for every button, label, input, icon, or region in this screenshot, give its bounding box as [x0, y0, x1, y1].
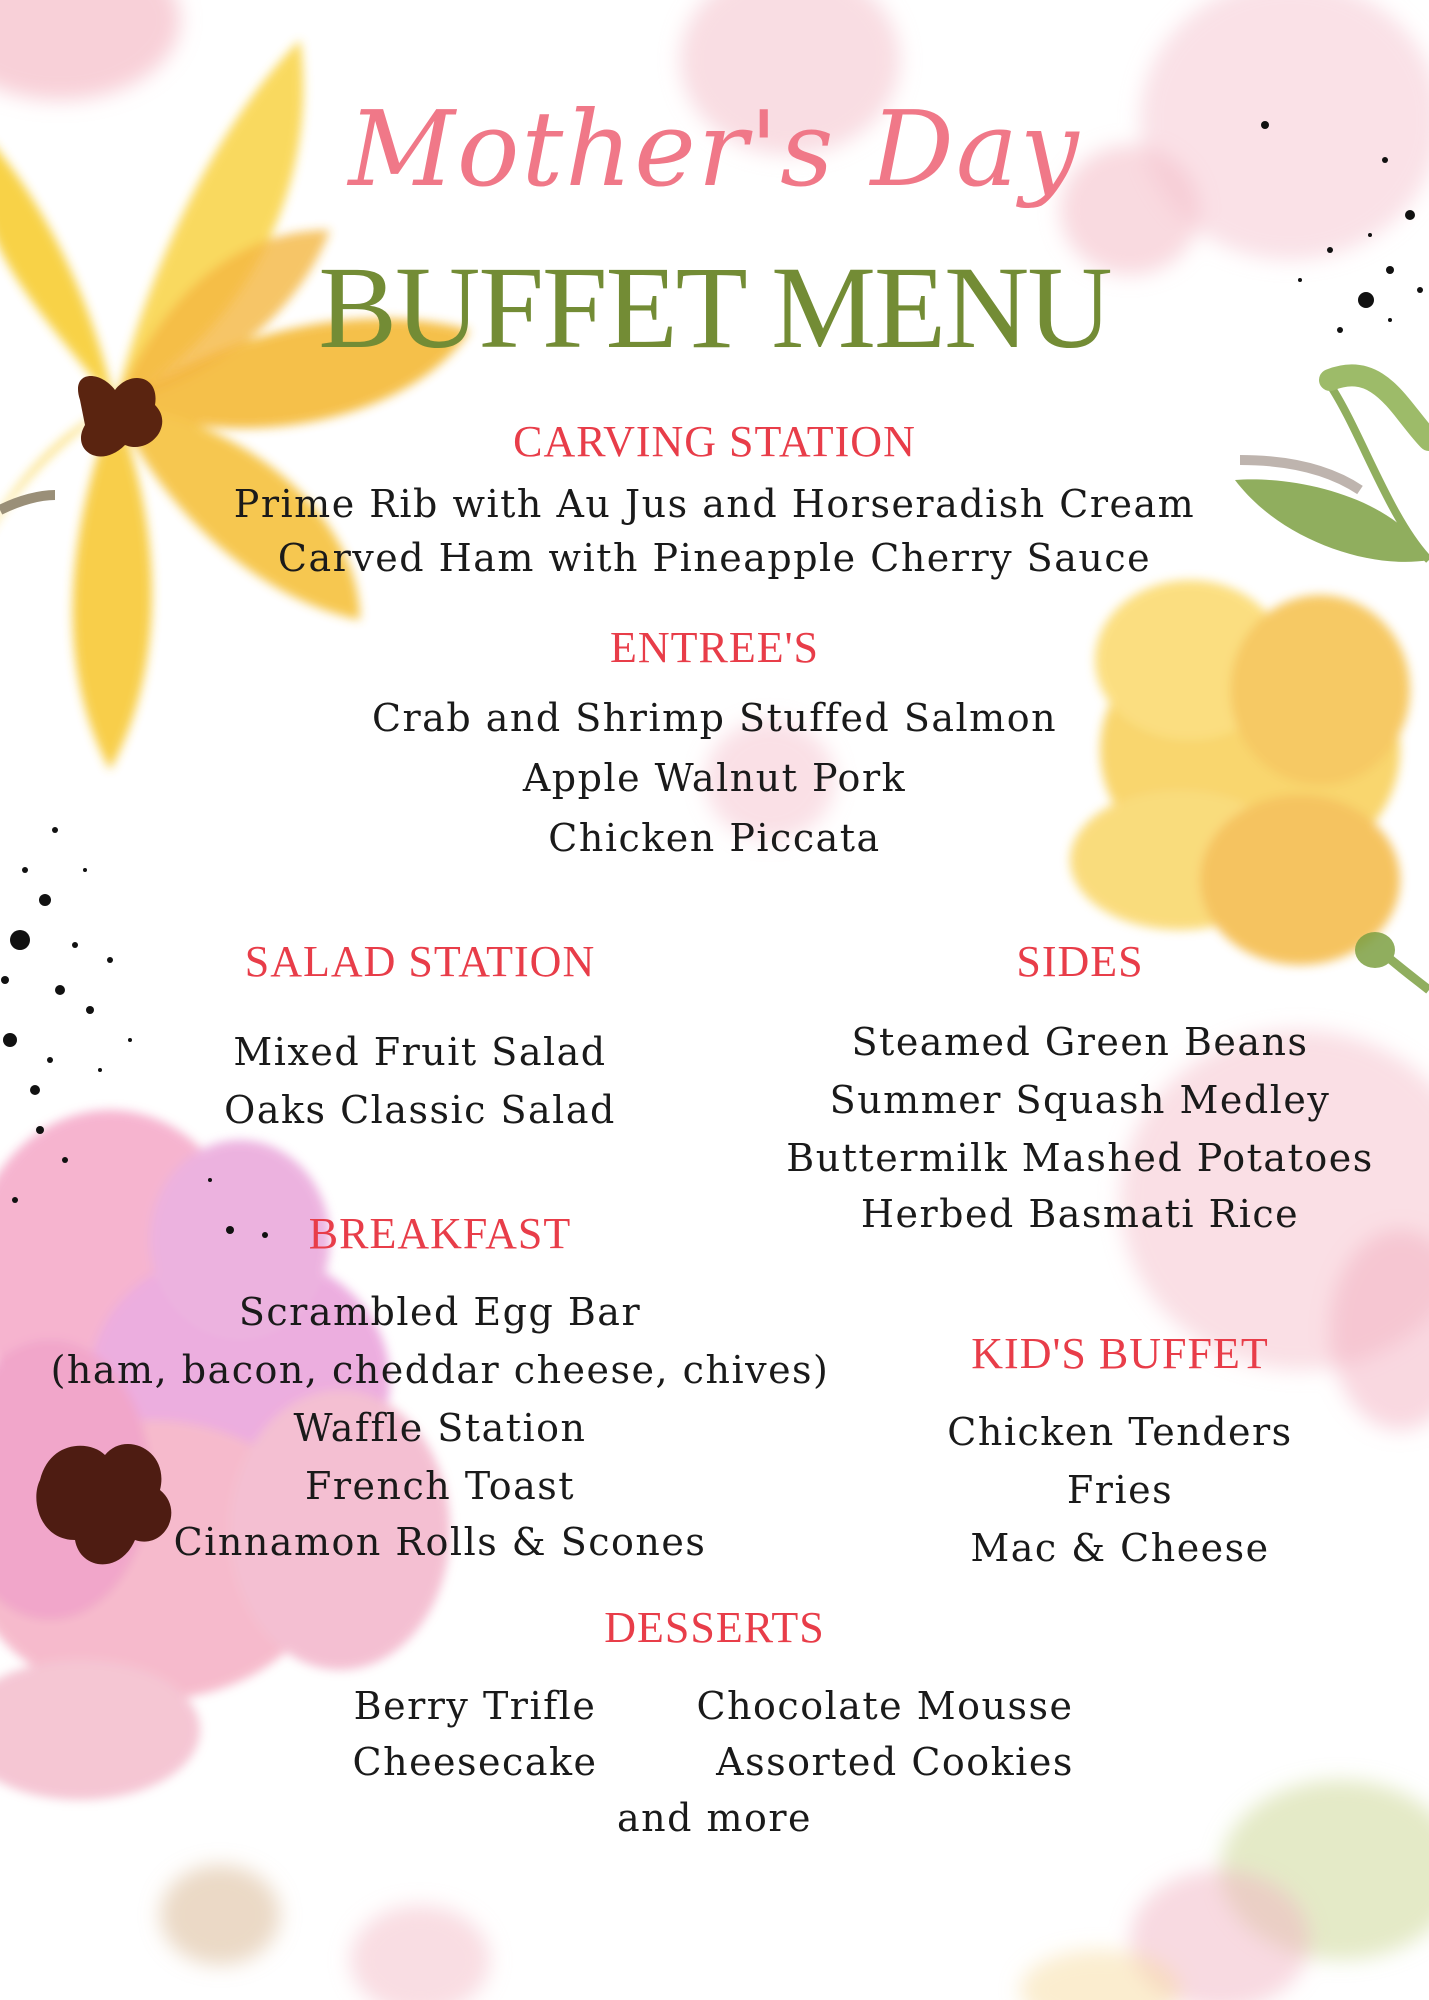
- menu-item: Steamed Green Beans: [851, 1020, 1309, 1064]
- section-heading-breakfast: BREAKFAST: [308, 1209, 572, 1258]
- menu-item: Chocolate Mousse: [696, 1684, 1074, 1728]
- menu-item: Waffle Station: [293, 1406, 587, 1450]
- menu-item: French Toast: [304, 1464, 576, 1508]
- menu-item: Crab and Shrimp Stuffed Salmon: [371, 696, 1058, 740]
- menu-item: Fries: [1066, 1468, 1174, 1512]
- menu-item: Herbed Basmati Rice: [860, 1192, 1300, 1236]
- menu-item: Mac & Cheese: [970, 1526, 1270, 1570]
- section-heading-sides: SIDES: [1016, 937, 1144, 986]
- menu-item: Oaks Classic Salad: [224, 1088, 616, 1132]
- menu-item: Cinnamon Rolls & Scones: [173, 1520, 707, 1564]
- section-heading-entrees: ENTREE'S: [609, 623, 820, 672]
- section-heading-carving: CARVING STATION: [513, 417, 916, 466]
- menu-item: Summer Squash Medley: [829, 1078, 1331, 1122]
- section-heading-desserts: DESSERTS: [604, 1603, 825, 1652]
- menu-item: and more: [616, 1796, 813, 1840]
- menu-item: Carved Ham with Pineapple Cherry Sauce: [277, 536, 1152, 580]
- script-heading: Mother's Day: [348, 88, 1081, 210]
- menu-item: Berry Trifle: [353, 1684, 597, 1728]
- section-heading-kids: KID'S BUFFET: [971, 1329, 1269, 1378]
- menu-item: Prime Rib with Au Jus and Horseradish Cream: [233, 482, 1196, 526]
- section-heading-salad: SALAD STATION: [244, 937, 596, 986]
- menu-item: Chicken Tenders: [947, 1410, 1293, 1454]
- menu-item: Apple Walnut Pork: [522, 756, 907, 800]
- menu-item: Scrambled Egg Bar: [238, 1290, 642, 1334]
- menu-item: Cheesecake: [352, 1740, 598, 1784]
- menu-item: Chicken Piccata: [548, 816, 881, 860]
- menu-item: Assorted Cookies: [716, 1740, 1074, 1784]
- menu-item: Mixed Fruit Salad: [233, 1030, 607, 1074]
- menu-item: Buttermilk Mashed Potatoes: [786, 1136, 1374, 1180]
- page-title: BUFFET MENU: [318, 242, 1111, 373]
- menu-item: (ham, bacon, cheddar cheese, chives): [50, 1348, 830, 1392]
